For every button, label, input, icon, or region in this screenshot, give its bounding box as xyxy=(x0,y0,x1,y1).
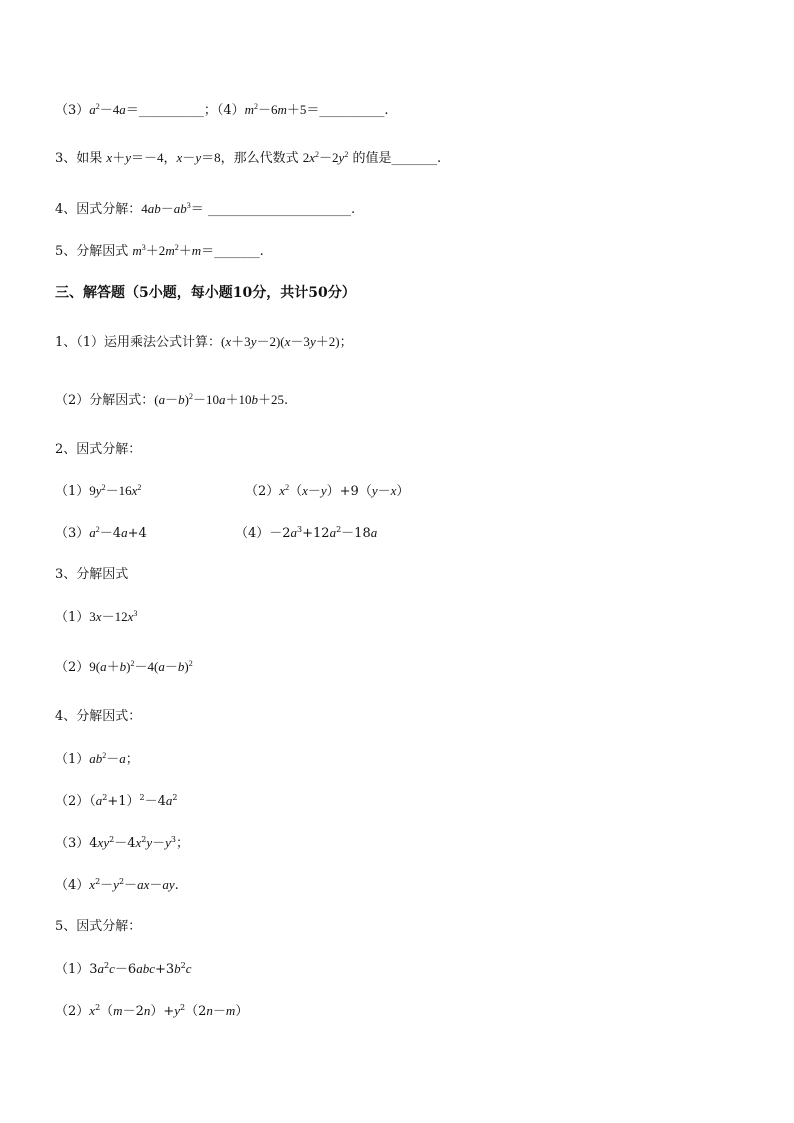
line-p3: 3、分解因式 xyxy=(55,567,129,582)
expr-xy-diff: x－y＝8 xyxy=(176,150,221,165)
p4-3: $(3)4xy^2-4x^2y-y^3$； xyxy=(55,835,190,851)
q3-middle: ，那么代数式 xyxy=(220,151,303,166)
p5-1: $(1)3a^2c-6abc+3b^2c$ xyxy=(55,961,192,977)
p4-1: $(1)ab^2-a$； xyxy=(55,751,139,767)
expr-m2-6m5: $m^2-6m+5=$ xyxy=(244,102,320,117)
line-p2-12 xyxy=(55,481,410,502)
p5-2: $(2)x^2(m-2n)+y^2(2n-m)$ xyxy=(55,1003,249,1019)
blank: __________ xyxy=(138,103,204,118)
expr-a2-4a: $a^2-4a=$ xyxy=(89,102,139,117)
line-p4-4 xyxy=(55,875,179,896)
q5-prefix: 5、分解因式 xyxy=(55,244,133,259)
line-p4-3 xyxy=(55,833,189,854)
q3-suffix: 的值是_______. xyxy=(348,151,442,166)
p3-1: $(1)3x-12x^3$ xyxy=(55,609,138,625)
line-q4 xyxy=(55,199,355,220)
section-heading: 三、解答题（5小题，每小题10分，共计50分） xyxy=(55,285,356,301)
semi: ； xyxy=(339,335,353,350)
sep: ；（4） xyxy=(203,103,245,118)
line-p1-1 xyxy=(55,332,353,353)
p4-4: $(4)x^2-y^2-ax-ay$. xyxy=(55,877,179,893)
expr-2x2-2y2: $2x^2-2y^2$ xyxy=(302,150,349,165)
expr-ab-sq: $(a-b)^2-10a+10b+25$ xyxy=(154,392,285,407)
expr-xy-sum: x＋y＝－4 xyxy=(106,150,164,165)
p4-2: $(2)(a^2+1)^2-4a^2$ xyxy=(55,793,178,809)
line-p4: 4、分解因式： xyxy=(55,709,142,724)
line-p4-2 xyxy=(55,791,178,812)
line-p5: 5、因式分解： xyxy=(55,919,142,934)
q4-prefix: 4、因式分解： xyxy=(55,202,142,217)
q3-prefix: 3、如果 xyxy=(55,151,107,166)
blank: _______. xyxy=(214,244,264,259)
blank: ______________________. xyxy=(203,202,356,217)
end: . xyxy=(284,393,289,408)
line-q2-3-4 xyxy=(55,100,389,121)
line-p2-34 xyxy=(55,523,378,544)
line-p3-1 xyxy=(55,607,137,628)
expr-product: (x＋3y－2)(x－3y＋2) xyxy=(221,334,340,349)
p1-2-prefix: （2）分解因式： xyxy=(55,393,155,408)
expr-m3-2m2-m: $m^3+2m^2+m=$ xyxy=(132,243,215,258)
line-p1-2 xyxy=(55,390,288,411)
p2-3: $(3)a^2-4a+4$ xyxy=(55,525,147,541)
p2-4: $(4)-2a^3+12a^2-18a$ xyxy=(235,525,378,541)
p1-prefix: 1、（1）运用乘法公式计算： xyxy=(55,335,222,350)
line-q3 xyxy=(55,148,441,169)
line-p2: 2、因式分解： xyxy=(55,442,142,457)
blank: __________ xyxy=(319,103,385,118)
line-p4-1 xyxy=(55,749,139,770)
line-q5 xyxy=(55,241,264,262)
line-p5-1 xyxy=(55,959,192,980)
expr-4ab-ab3: $4ab-ab^3=$ xyxy=(141,201,204,216)
comma: ， xyxy=(163,151,177,166)
line-p3-2 xyxy=(55,657,193,678)
p3-2: $(2)9(a+b)^2-4(a-b)^2$ xyxy=(55,659,193,675)
label-3: （3） xyxy=(55,103,90,118)
p2-2: $(2)x^2(x-y)+9(y-x)$ xyxy=(245,483,410,499)
line-p5-2 xyxy=(55,1001,248,1022)
p2-1: $(1)9y^2-16x^2$ xyxy=(55,483,142,499)
end: . xyxy=(384,103,389,118)
